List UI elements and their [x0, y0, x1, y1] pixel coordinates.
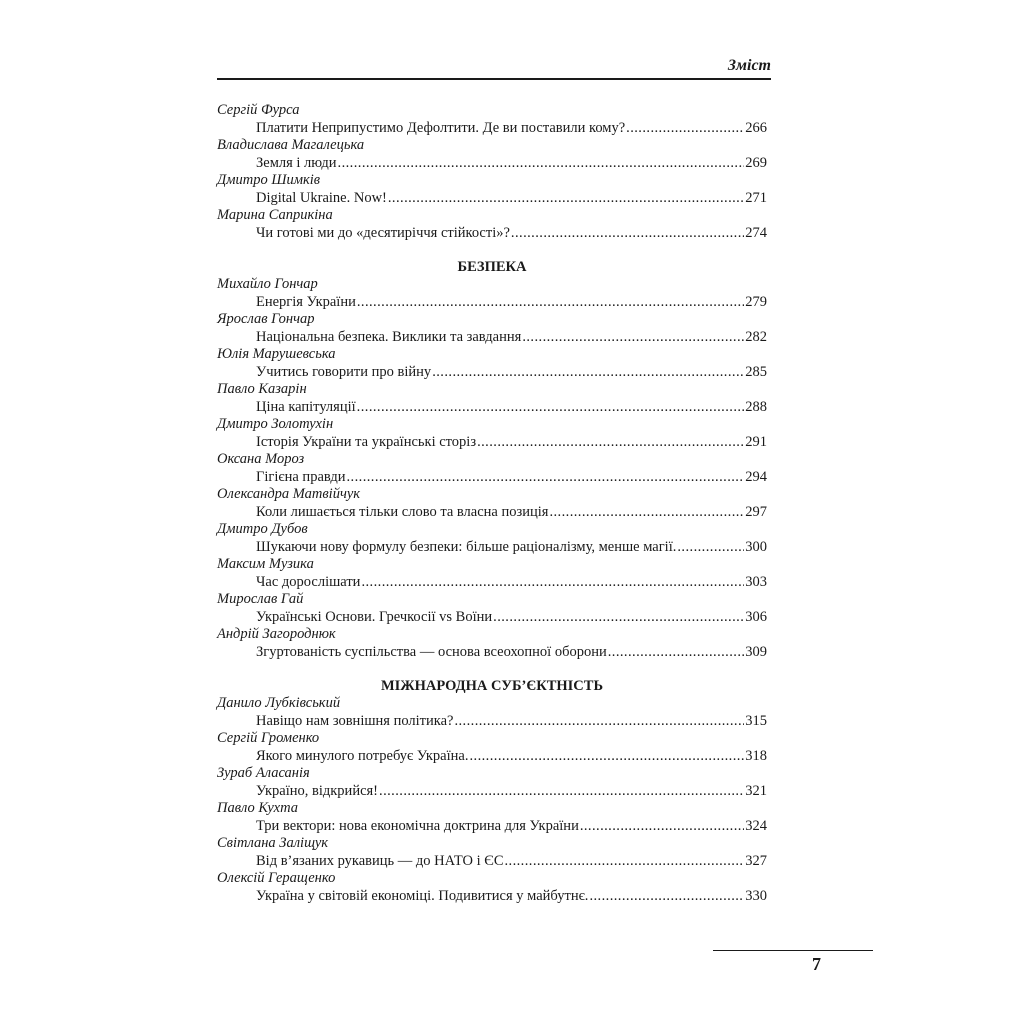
- toc-entry: [217, 609, 767, 627]
- toc-author: Олексій Геращенко: [217, 870, 336, 886]
- dot-leader: [589, 888, 744, 906]
- toc-entry: [217, 644, 767, 662]
- toc-entry-title: Від в’язаних рукавиць — до НАТО і ЄС: [256, 852, 504, 869]
- toc-entry-title: Україна у світовій економіці. Подивитися у майбутнє.: [256, 887, 589, 904]
- toc-entry: [217, 120, 767, 138]
- toc-entry-title: Учитись говорити про війну: [256, 363, 432, 380]
- dot-leader: [580, 818, 744, 836]
- toc-entry: [217, 713, 767, 731]
- toc-entry-title: Історія України та українські сторіз: [256, 433, 477, 450]
- toc-entry-title: Ціна капітуляції: [256, 398, 356, 415]
- section-heading: МІЖНАРОДНА СУБ’ЄКТНІСТЬ: [380, 678, 604, 694]
- dot-leader: [626, 120, 744, 138]
- toc-entry-title: Три вектори: нова економічна доктрина для України: [256, 817, 579, 834]
- toc-entry: [217, 399, 767, 417]
- toc-page-number: 297: [745, 503, 767, 520]
- toc-author: Владислава Магалецька: [217, 137, 365, 153]
- toc-author: Олександра Матвійчук: [217, 486, 361, 502]
- toc-entry: [217, 888, 767, 906]
- toc-author: Мирослав Гай: [217, 591, 304, 607]
- toc-page-number: 300: [745, 538, 767, 555]
- toc-entry-title: Україно, відкрийся!: [256, 782, 379, 799]
- toc-page-number: 282: [745, 328, 767, 345]
- toc-entry: [217, 748, 767, 766]
- dot-leader: [511, 225, 744, 243]
- toc-entry-title: Енергія України: [256, 293, 356, 310]
- toc-page-number: 271: [745, 189, 767, 206]
- toc-author: Світлана Заліщук: [217, 835, 329, 851]
- toc-entry-title: Українські Основи. Гречкосії vs Воїни: [256, 608, 493, 625]
- toc-entry-title: Національна безпека. Виклики та завдання: [256, 328, 522, 345]
- toc-author: Ярослав Гончар: [217, 311, 315, 327]
- footer-rule: [713, 950, 873, 951]
- toc-entry-title: Згуртованість суспільства — основа всеохопної оборони: [256, 643, 607, 660]
- toc-author: Максим Музика: [217, 556, 314, 572]
- toc-entry: [217, 469, 767, 487]
- page-header: [217, 54, 771, 80]
- dot-leader: [347, 469, 745, 487]
- toc-page-number: 309: [745, 643, 767, 660]
- toc-entry: [217, 434, 767, 452]
- toc-author: Павло Казарін: [217, 381, 307, 397]
- toc-author: Михайло Гончар: [217, 276, 318, 292]
- toc-page-number: 291: [745, 433, 767, 450]
- toc-entry: [217, 294, 767, 312]
- toc-entry: [217, 329, 767, 347]
- dot-leader: [549, 504, 744, 522]
- toc-entry: [217, 818, 767, 836]
- running-head: Зміст: [727, 57, 771, 74]
- toc-author: Андрій Загороднюк: [217, 626, 336, 642]
- toc-page-number: 303: [745, 573, 767, 590]
- toc-entry-title: Чи готові ми до «десятиріччя стійкості»?: [256, 224, 510, 241]
- toc-entry: [217, 155, 767, 173]
- toc-entry: [217, 539, 767, 557]
- toc-entry: [217, 853, 767, 871]
- dot-leader: [608, 644, 745, 662]
- toc-entry: [217, 190, 767, 208]
- toc-page-number: 321: [745, 782, 767, 799]
- dot-leader: [432, 364, 744, 382]
- dot-leader: [338, 155, 745, 173]
- toc-author: Дмитро Шимків: [217, 172, 321, 188]
- dot-leader: [357, 294, 744, 312]
- toc-entry-title: Платити Неприпустимо Дефолтити. Де ви поставили кому?: [256, 119, 626, 136]
- dot-leader: [454, 713, 744, 731]
- toc-page-number: 274: [745, 224, 767, 241]
- dot-leader: [469, 748, 744, 766]
- table-of-contents: [217, 102, 767, 905]
- toc-author: Марина Саприкіна: [217, 207, 333, 223]
- toc-author: Дмитро Золотухін: [217, 416, 334, 432]
- dot-leader: [677, 539, 744, 557]
- toc-entry-title: Час дорослішати: [256, 573, 361, 590]
- dot-leader: [361, 574, 744, 592]
- toc-author: Зураб Аласанія: [217, 765, 310, 781]
- toc-page-number: 279: [745, 293, 767, 310]
- toc-page-number: 266: [745, 119, 767, 136]
- toc-page-number: 294: [745, 468, 767, 485]
- toc-entry-title: Земля і люди: [256, 154, 337, 171]
- page-number: 7: [812, 954, 821, 974]
- toc-author: Павло Кухта: [217, 800, 298, 816]
- toc-entry: [217, 574, 767, 592]
- dot-leader: [493, 609, 744, 627]
- toc-page-number: 288: [745, 398, 767, 415]
- toc-entry-title: Якого минулого потребує Україна.: [256, 747, 469, 764]
- toc-entry-title: Шукаючи нову формулу безпеки: більше раціоналізму, менше магії.: [256, 538, 677, 555]
- dot-leader: [522, 329, 744, 347]
- toc-page-number: 269: [745, 154, 767, 171]
- toc-entry-title: Гігієна правди: [256, 468, 346, 485]
- toc-page-number: 315: [745, 712, 767, 729]
- toc-entry: [217, 364, 767, 382]
- dot-leader: [357, 399, 745, 417]
- dot-leader: [388, 190, 744, 208]
- toc-author: Оксана Мороз: [217, 451, 305, 467]
- toc-author: Дмитро Дубов: [217, 521, 308, 537]
- toc-page-number: 318: [745, 747, 767, 764]
- toc-page-number: 324: [745, 817, 767, 834]
- toc-author: Сергій Фурса: [217, 102, 300, 118]
- toc-page-number: 306: [745, 608, 767, 625]
- dot-leader: [379, 783, 744, 801]
- toc-page-number: 327: [745, 852, 767, 869]
- toc-author: Сергій Громенко: [217, 730, 320, 746]
- toc-entry-title: Коли лишається тільки слово та власна позиція: [256, 503, 549, 520]
- toc-page-number: 330: [745, 887, 767, 904]
- toc-entry-title: Навіщо нам зовнішня політика?: [256, 712, 454, 729]
- section-heading: БЕЗПЕКА: [457, 259, 527, 275]
- toc-entry-title: Digital Ukraine. Now!: [256, 189, 387, 206]
- toc-entry: [217, 225, 767, 243]
- toc-entry: [217, 783, 767, 801]
- toc-page-number: 285: [745, 363, 767, 380]
- toc-author: Юлія Марушевська: [217, 346, 336, 362]
- dot-leader: [477, 434, 744, 452]
- dot-leader: [504, 853, 744, 871]
- toc-author: Данило Лубківський: [217, 695, 341, 711]
- toc-entry: [217, 504, 767, 522]
